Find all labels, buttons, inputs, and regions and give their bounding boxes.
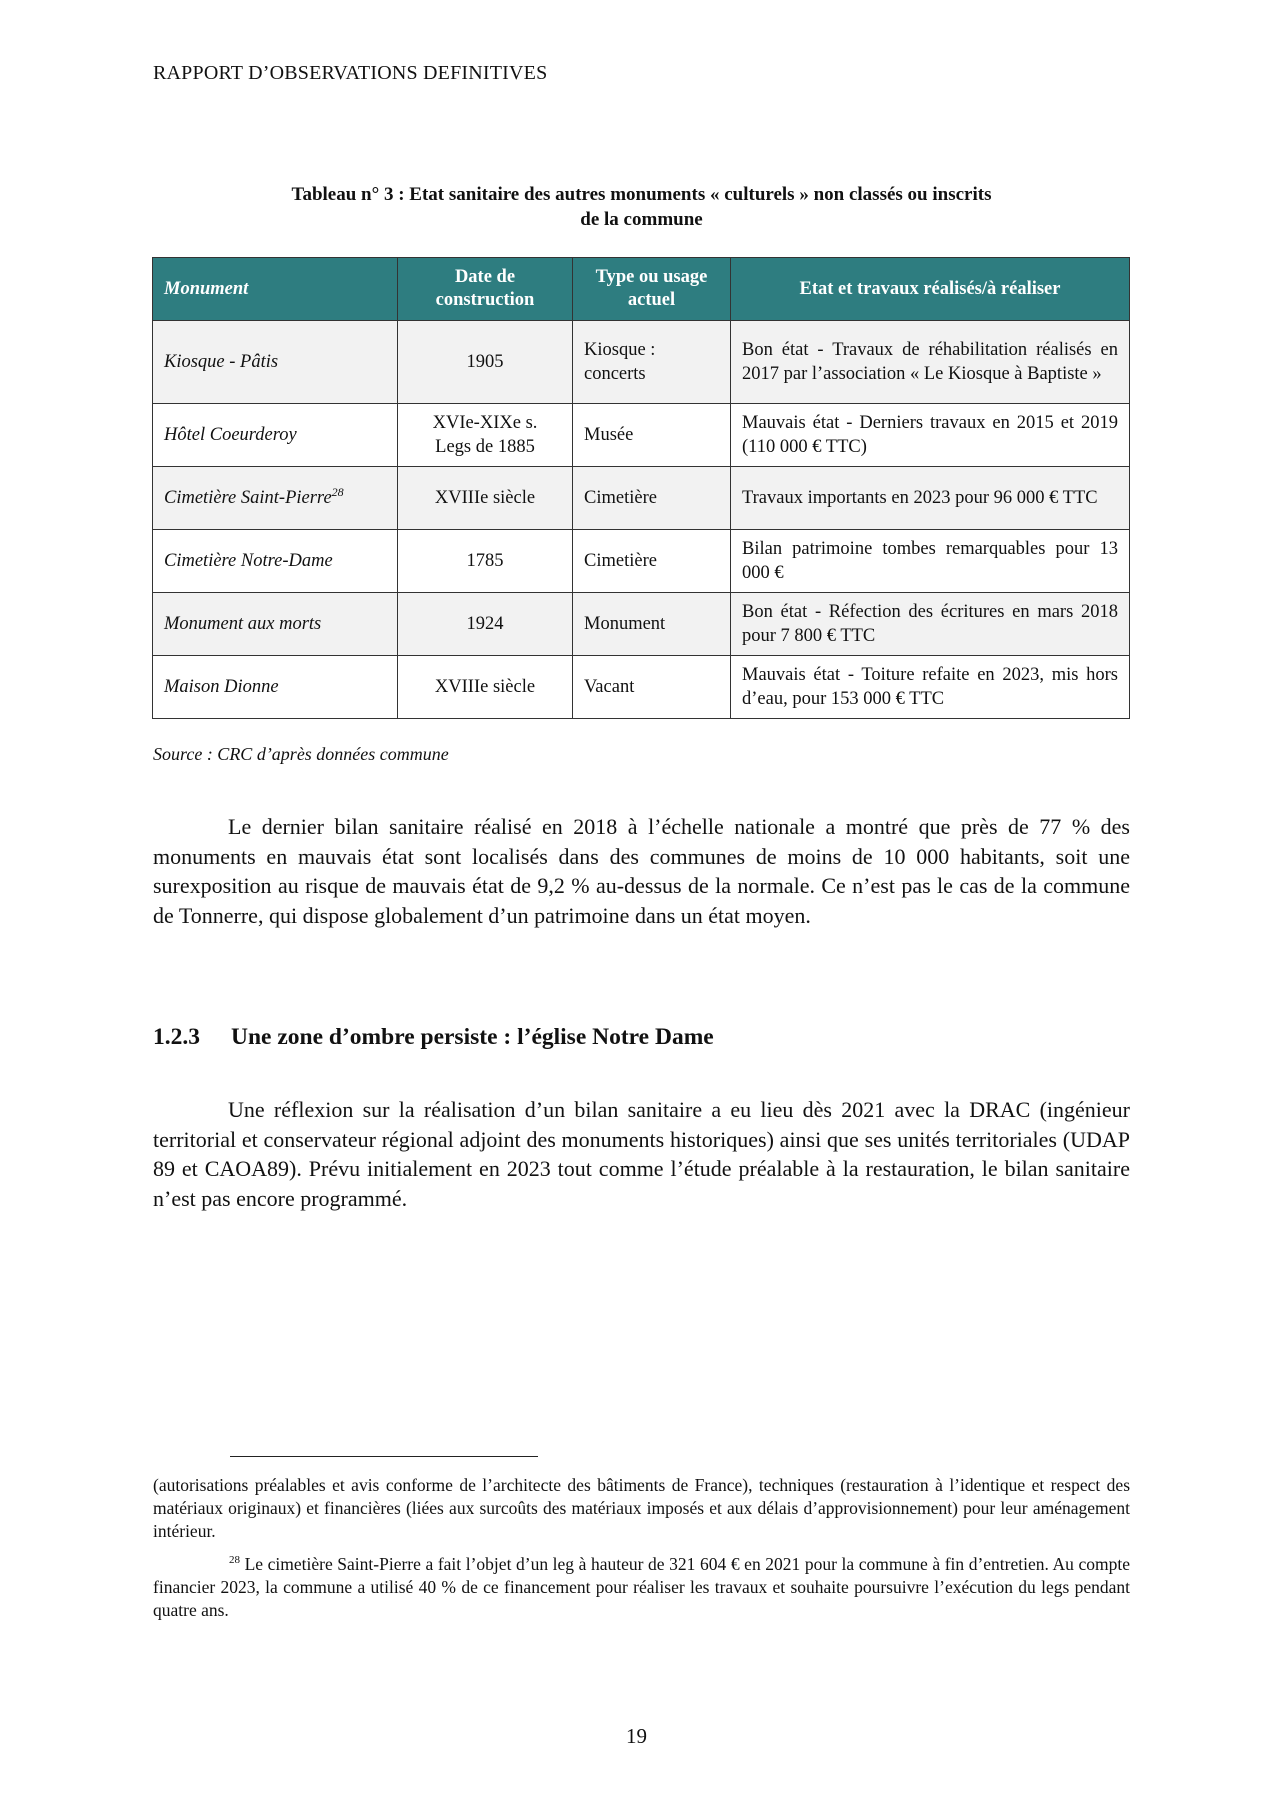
footnote-ref-28[interactable]: 28 [331, 484, 344, 499]
cell-etat: Bon état - Réfection des écritures en mars 2018 pour 7 800 € TTC [731, 593, 1130, 656]
cell-monument-text: Cimetière Saint-Pierre [164, 488, 332, 508]
cell-monument: Monument aux morts [153, 593, 398, 656]
table-row [153, 593, 1130, 656]
body-paragraph: Une réflexion sur la réalisation d’un bilan sanitaire a eu lieu dès 2021 avec la DRAC (ingénieur territorial et conservateur régional adjoint des monuments historiques) ainsi que ses unités territoriales (UDAP 89 et CAOA89). Prévu initialement en 2023 tout comme l’étude préalable à la restauration, le bilan sanitaire n’est pas encore programmé. [153, 1097, 1130, 1211]
cell-monument: Kiosque - Pâtis [153, 321, 398, 404]
section-heading [153, 1024, 714, 1051]
cell-date-line1: XVIe-XIXe s. [432, 413, 538, 433]
column-header-type-line2: actuel [627, 290, 676, 310]
cell-etat: Travaux importants en 2023 pour 96 000 € TTC [731, 467, 1130, 530]
cell-type: Cimetière [573, 467, 731, 530]
cell-type: Vacant [573, 656, 731, 719]
table-row [153, 321, 1130, 404]
footnote-number: 28 [229, 1554, 240, 1567]
cell-date [398, 404, 573, 467]
table-title-line1: Tableau n° 3 : Etat sanitaire des autres monuments « culturels » non classés ou inscrits [291, 184, 992, 205]
column-header-type [573, 258, 731, 321]
column-header-etat: Etat et travaux réalisés/à réaliser [731, 258, 1130, 321]
cell-date: 1924 [398, 593, 573, 656]
body-paragraph: Le dernier bilan sanitaire réalisé en 2018 à l’échelle nationale a montré que près de 77 % des monuments en mauvais état sont localisés dans des communes de moins de 10 000 habitants, soit une surexposition au risque de mauvais état de 9,2 % au-dessus de la normale. Ce n’est pas le cas de la commune de Tonnerre, qui dispose globalement d’un patrimoine dans un état moyen. [153, 814, 1130, 928]
column-header-type-line1: Type ou usage [595, 267, 708, 287]
cell-date: XVIIIe siècle [398, 467, 573, 530]
table-source: Source : CRC d’après données commune [153, 744, 449, 764]
page-number: 19 [626, 1724, 647, 1748]
cell-etat: Bon état - Travaux de réhabilitation réalisés en 2017 par l’association « Le Kiosque à Baptiste » [731, 321, 1130, 404]
cell-type: Cimetière [573, 530, 731, 593]
cell-type: Monument [573, 593, 731, 656]
table-row [153, 530, 1130, 593]
table-row [153, 656, 1130, 719]
column-header-date-line1: Date de [454, 267, 516, 287]
cell-date: 1785 [398, 530, 573, 593]
footnote-separator [230, 1456, 538, 1457]
cell-etat: Mauvais état - Toiture refaite en 2023, mis hors d’eau, pour 153 000 € TTC [731, 656, 1130, 719]
table-row [153, 467, 1130, 530]
cell-type-line1: Kiosque : [584, 340, 656, 360]
cell-monument: Maison Dionne [153, 656, 398, 719]
section-number: 1.2.3 [153, 1024, 200, 1050]
table-title [153, 182, 1130, 232]
table-row [153, 404, 1130, 467]
column-header-date [398, 258, 573, 321]
report-header: RAPPORT D’OBSERVATIONS DEFINITIVES [153, 62, 548, 84]
section-title: Une zone d’ombre persiste : l’église Notre Dame [231, 1024, 714, 1050]
cell-monument [153, 467, 398, 530]
table-header-row [153, 258, 1130, 321]
cell-type [573, 321, 731, 404]
column-header-monument: Monument [153, 258, 398, 321]
cell-date-line2: Legs de 1885 [435, 437, 535, 457]
cell-monument: Hôtel Coeurderoy [153, 404, 398, 467]
cell-type: Musée [573, 404, 731, 467]
monuments-table [152, 257, 1130, 719]
cell-etat: Mauvais état - Derniers travaux en 2015 et 2019 (110 000 € TTC) [731, 404, 1130, 467]
cell-monument: Cimetière Notre-Dame [153, 530, 398, 593]
cell-date: XVIIIe siècle [398, 656, 573, 719]
cell-date: 1905 [398, 321, 573, 404]
table-title-line2: de la commune [580, 209, 703, 230]
cell-etat: Bilan patrimoine tombes remarquables pour 13 000 € [731, 530, 1130, 593]
column-header-date-line2: construction [435, 290, 535, 310]
footnote-continuation: (autorisations préalables et avis conforme de l’architecte des bâtiments de France), techniques (restauration à l’identique et respect des matériaux originaux) et financières (liées aux surcoûts des matériaux imposés et aux délais d’approvisionnement) pour leur aménagement intérieur. [153, 1475, 1130, 1541]
footnote-text: Le cimetière Saint-Pierre a fait l’objet d’un leg à hauteur de 321 604 € en 2021 pour la commune à fin d’entretien. Au compte financier 2023, la commune a utilisé 40 % de ce financement pour réaliser les travaux et souhaite poursuivre l’exécution du legs pendant quatre ans. [153, 1554, 1130, 1620]
cell-type-line2: concerts [584, 364, 646, 384]
footnote-28 [153, 1553, 1130, 1622]
